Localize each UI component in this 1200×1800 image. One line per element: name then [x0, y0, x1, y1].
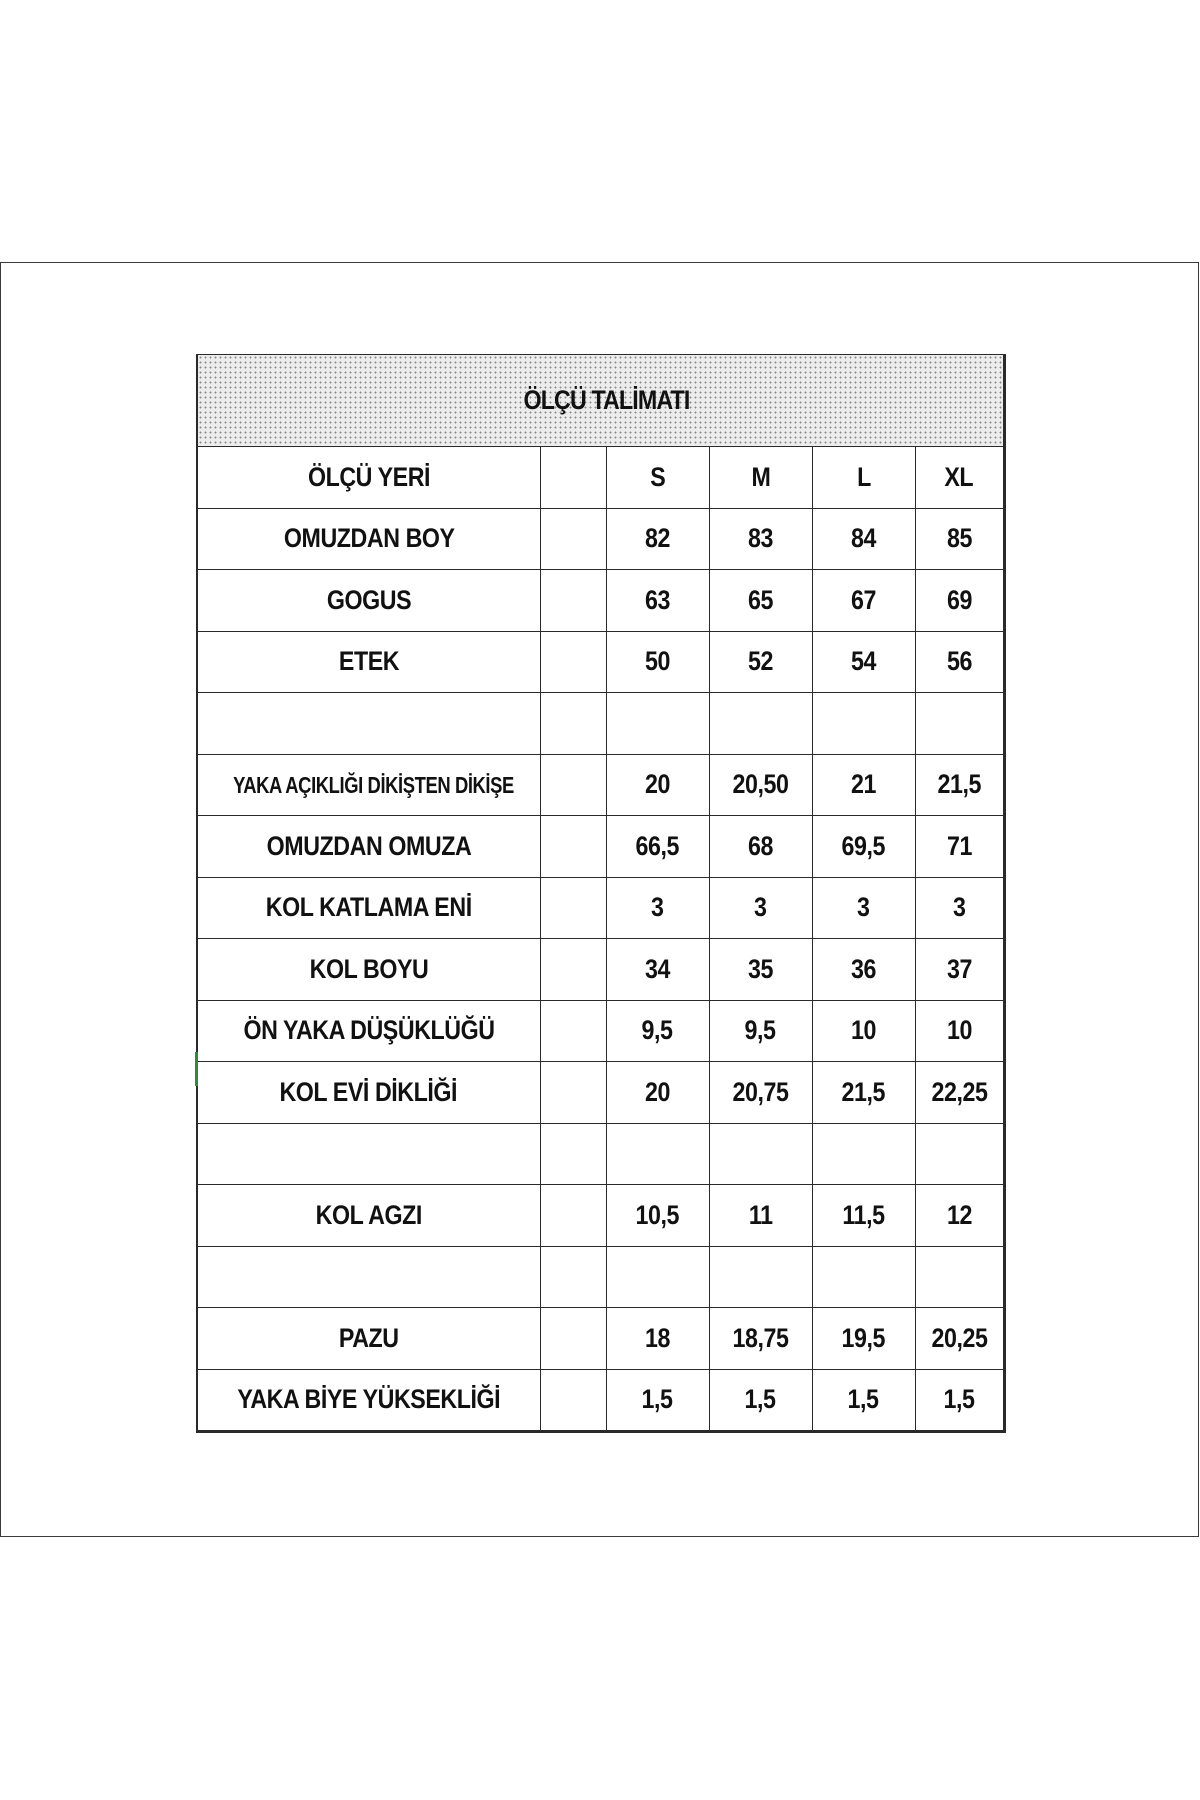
size-value: 10 — [946, 1015, 972, 1046]
size-value-cell — [709, 1062, 812, 1124]
size-value: 11 — [748, 1199, 773, 1230]
table-row — [198, 1246, 1003, 1308]
header-size-cell — [915, 447, 1003, 509]
header-size-cell — [709, 447, 812, 509]
spacer-cell — [540, 816, 606, 878]
measurement-label: PAZU — [338, 1322, 399, 1353]
size-value: 9,5 — [744, 1015, 776, 1046]
spacer-cell — [540, 939, 606, 1001]
size-value-cell — [812, 1308, 915, 1370]
table-row — [198, 508, 1003, 570]
size-value-cell — [606, 754, 709, 816]
size-value-cell — [709, 754, 812, 816]
spacer-cell — [540, 1246, 606, 1308]
table-row — [198, 816, 1003, 878]
size-value-cell — [709, 939, 812, 1001]
header-label: ÖLÇÜ YERİ — [307, 461, 430, 492]
measurement-label: ÖN YAKA DÜŞÜKLÜĞÜ — [243, 1015, 495, 1046]
measurement-label: KOL BOYU — [309, 953, 429, 984]
size-value-cell — [915, 1000, 1003, 1062]
spacer-cell — [540, 570, 606, 632]
size-value: 83 — [748, 523, 773, 554]
size-value-cell — [709, 1246, 812, 1308]
size-value-cell — [709, 877, 812, 939]
size-m-label: M — [751, 461, 770, 492]
size-value: 1,5 — [943, 1384, 975, 1415]
measurement-label-cell — [198, 1246, 540, 1308]
header-size-cell — [606, 447, 709, 509]
measurement-label: YAKA AÇIKLIĞI DİKİŞTEN DİKİŞE — [233, 772, 514, 799]
measurement-label-cell — [198, 816, 540, 878]
size-value: 20,75 — [732, 1076, 789, 1107]
size-value: 82 — [645, 523, 670, 554]
spacer-cell — [540, 1000, 606, 1062]
size-value-cell — [606, 570, 709, 632]
size-value: 35 — [748, 953, 773, 984]
spacer-cell — [540, 754, 606, 816]
table-row — [198, 1062, 1003, 1124]
size-value-cell — [812, 508, 915, 570]
size-value-cell — [606, 816, 709, 878]
measurement-label: KOL KATLAMA ENİ — [265, 892, 472, 923]
size-value: 71 — [946, 830, 972, 861]
size-value: 85 — [946, 523, 972, 554]
size-value-cell — [812, 1246, 915, 1308]
size-value: 9,5 — [641, 1015, 673, 1046]
measurement-label-cell — [198, 1308, 540, 1370]
spacer-cell — [540, 631, 606, 693]
size-value: 10,5 — [635, 1199, 680, 1230]
size-value: 1,5 — [847, 1384, 879, 1415]
size-value: 56 — [946, 646, 972, 677]
size-value: 52 — [748, 646, 773, 677]
size-value: 22,25 — [931, 1076, 988, 1107]
size-value: 36 — [851, 953, 876, 984]
table-row — [198, 631, 1003, 693]
size-value-cell — [606, 1062, 709, 1124]
size-value: 21 — [851, 769, 876, 800]
size-value-cell — [915, 939, 1003, 1001]
size-chart-sheet — [196, 354, 1006, 1433]
size-value-cell — [812, 570, 915, 632]
title-row — [198, 354, 1003, 446]
size-value-cell — [915, 816, 1003, 878]
size-value: 63 — [645, 584, 670, 615]
size-value-cell — [709, 1185, 812, 1247]
size-value: 84 — [851, 523, 876, 554]
size-value: 19,5 — [841, 1322, 886, 1353]
size-value-cell — [915, 877, 1003, 939]
table-row — [198, 1308, 1003, 1370]
measurement-label: KOL EVİ DİKLİĞİ — [279, 1076, 458, 1107]
size-xl-label: XL — [944, 461, 974, 492]
measurement-label: GOGUS — [326, 584, 411, 615]
size-value-cell — [915, 508, 1003, 570]
measurement-label: YAKA BİYE YÜKSEKLİĞİ — [237, 1384, 501, 1415]
table-row — [198, 877, 1003, 939]
size-value: 3 — [651, 892, 664, 923]
size-value-cell — [812, 1123, 915, 1185]
header-size-cell — [812, 447, 915, 509]
size-value-cell — [709, 508, 812, 570]
size-value-cell — [606, 1369, 709, 1430]
measurement-label-cell — [198, 1369, 540, 1430]
size-value: 69,5 — [841, 830, 886, 861]
size-value-cell — [812, 1000, 915, 1062]
spacer-cell — [540, 1185, 606, 1247]
size-value: 20 — [645, 1076, 670, 1107]
size-value: 18,75 — [732, 1322, 789, 1353]
size-value-cell — [709, 693, 812, 755]
size-value-cell — [915, 1246, 1003, 1308]
size-value-cell — [915, 1062, 1003, 1124]
size-value: 66,5 — [635, 830, 680, 861]
table-row — [198, 754, 1003, 816]
size-value-cell — [812, 939, 915, 1001]
size-value-cell — [915, 1308, 1003, 1370]
size-value: 3 — [754, 892, 767, 923]
size-value-cell — [812, 693, 915, 755]
header-row — [198, 447, 1003, 509]
size-value-cell — [606, 693, 709, 755]
measurement-label-cell — [198, 508, 540, 570]
size-value: 20,25 — [931, 1322, 988, 1353]
sheet-title: ÖLÇÜ TALİMATI — [523, 385, 690, 415]
size-table-body — [198, 447, 1003, 1431]
table-row — [198, 1123, 1003, 1185]
size-value: 12 — [946, 1199, 972, 1230]
size-value-cell — [709, 1123, 812, 1185]
size-value-cell — [812, 1062, 915, 1124]
table-row — [198, 1369, 1003, 1430]
measurement-label: OMUZDAN BOY — [283, 523, 455, 554]
size-value-cell — [709, 1308, 812, 1370]
size-value-cell — [915, 754, 1003, 816]
size-value: 10 — [851, 1015, 876, 1046]
table-row — [198, 939, 1003, 1001]
size-value: 18 — [645, 1322, 670, 1353]
size-table — [198, 446, 1003, 1430]
size-value: 68 — [748, 830, 773, 861]
measurement-label-cell — [198, 693, 540, 755]
size-value-cell — [709, 816, 812, 878]
size-value-cell — [915, 1123, 1003, 1185]
size-value-cell — [812, 631, 915, 693]
size-value-cell — [606, 1185, 709, 1247]
size-value: 3 — [857, 892, 870, 923]
size-value-cell — [709, 631, 812, 693]
size-value-cell — [606, 1308, 709, 1370]
measurement-label-cell — [198, 570, 540, 632]
spacer-cell — [540, 508, 606, 570]
size-value-cell — [812, 877, 915, 939]
size-value-cell — [915, 693, 1003, 755]
spacer-cell — [540, 1369, 606, 1430]
spacer-cell — [540, 1062, 606, 1124]
size-value-cell — [709, 1369, 812, 1430]
measurement-label-cell — [198, 1123, 540, 1185]
measurement-label-cell — [198, 754, 540, 816]
spacer-cell — [540, 1308, 606, 1370]
size-value: 50 — [645, 646, 670, 677]
header-label-cell — [198, 447, 540, 509]
size-value: 1,5 — [744, 1384, 776, 1415]
size-value: 21,5 — [937, 769, 981, 800]
size-value-cell — [606, 1000, 709, 1062]
size-value: 37 — [946, 953, 972, 984]
size-value-cell — [915, 1185, 1003, 1247]
size-value-cell — [606, 877, 709, 939]
table-row — [198, 570, 1003, 632]
size-value: 65 — [748, 584, 773, 615]
size-s-label: S — [649, 461, 666, 492]
table-row — [198, 693, 1003, 755]
size-value: 69 — [946, 584, 972, 615]
spacer-cell — [540, 1123, 606, 1185]
measurement-label: KOL AGZI — [315, 1199, 422, 1230]
table-row — [198, 1185, 1003, 1247]
size-value-cell — [606, 631, 709, 693]
measurement-label-cell — [198, 939, 540, 1001]
measurement-label-cell — [198, 631, 540, 693]
measurement-label-cell — [198, 1000, 540, 1062]
size-value: 67 — [851, 584, 876, 615]
size-value: 3 — [953, 892, 966, 923]
size-value-cell — [606, 939, 709, 1001]
cell-cursor-marker — [195, 1052, 198, 1086]
size-value-cell — [812, 1185, 915, 1247]
measurement-label: ETEK — [338, 646, 399, 677]
size-value: 1,5 — [641, 1384, 673, 1415]
size-value-cell — [812, 1369, 915, 1430]
size-value: 20 — [645, 769, 670, 800]
size-value-cell — [709, 570, 812, 632]
size-value-cell — [606, 508, 709, 570]
size-value-cell — [606, 1123, 709, 1185]
size-value-cell — [915, 631, 1003, 693]
size-value-cell — [915, 1369, 1003, 1430]
size-value-cell — [812, 754, 915, 816]
spacer-cell — [540, 877, 606, 939]
size-value-cell — [709, 1000, 812, 1062]
size-value: 21,5 — [841, 1076, 886, 1107]
table-row — [198, 1000, 1003, 1062]
size-value: 20,50 — [732, 769, 789, 800]
size-value-cell — [606, 1246, 709, 1308]
size-value: 11,5 — [842, 1199, 885, 1230]
measurement-label-cell — [198, 1185, 540, 1247]
size-value: 34 — [645, 953, 670, 984]
measurement-label-cell — [198, 1062, 540, 1124]
spacer-cell — [540, 693, 606, 755]
size-value: 54 — [851, 646, 876, 677]
spacer-cell — [540, 447, 606, 509]
measurement-label-cell — [198, 877, 540, 939]
size-value-cell — [915, 570, 1003, 632]
size-value-cell — [812, 816, 915, 878]
measurement-label: OMUZDAN OMUZA — [266, 830, 472, 861]
size-l-label: L — [856, 461, 871, 492]
